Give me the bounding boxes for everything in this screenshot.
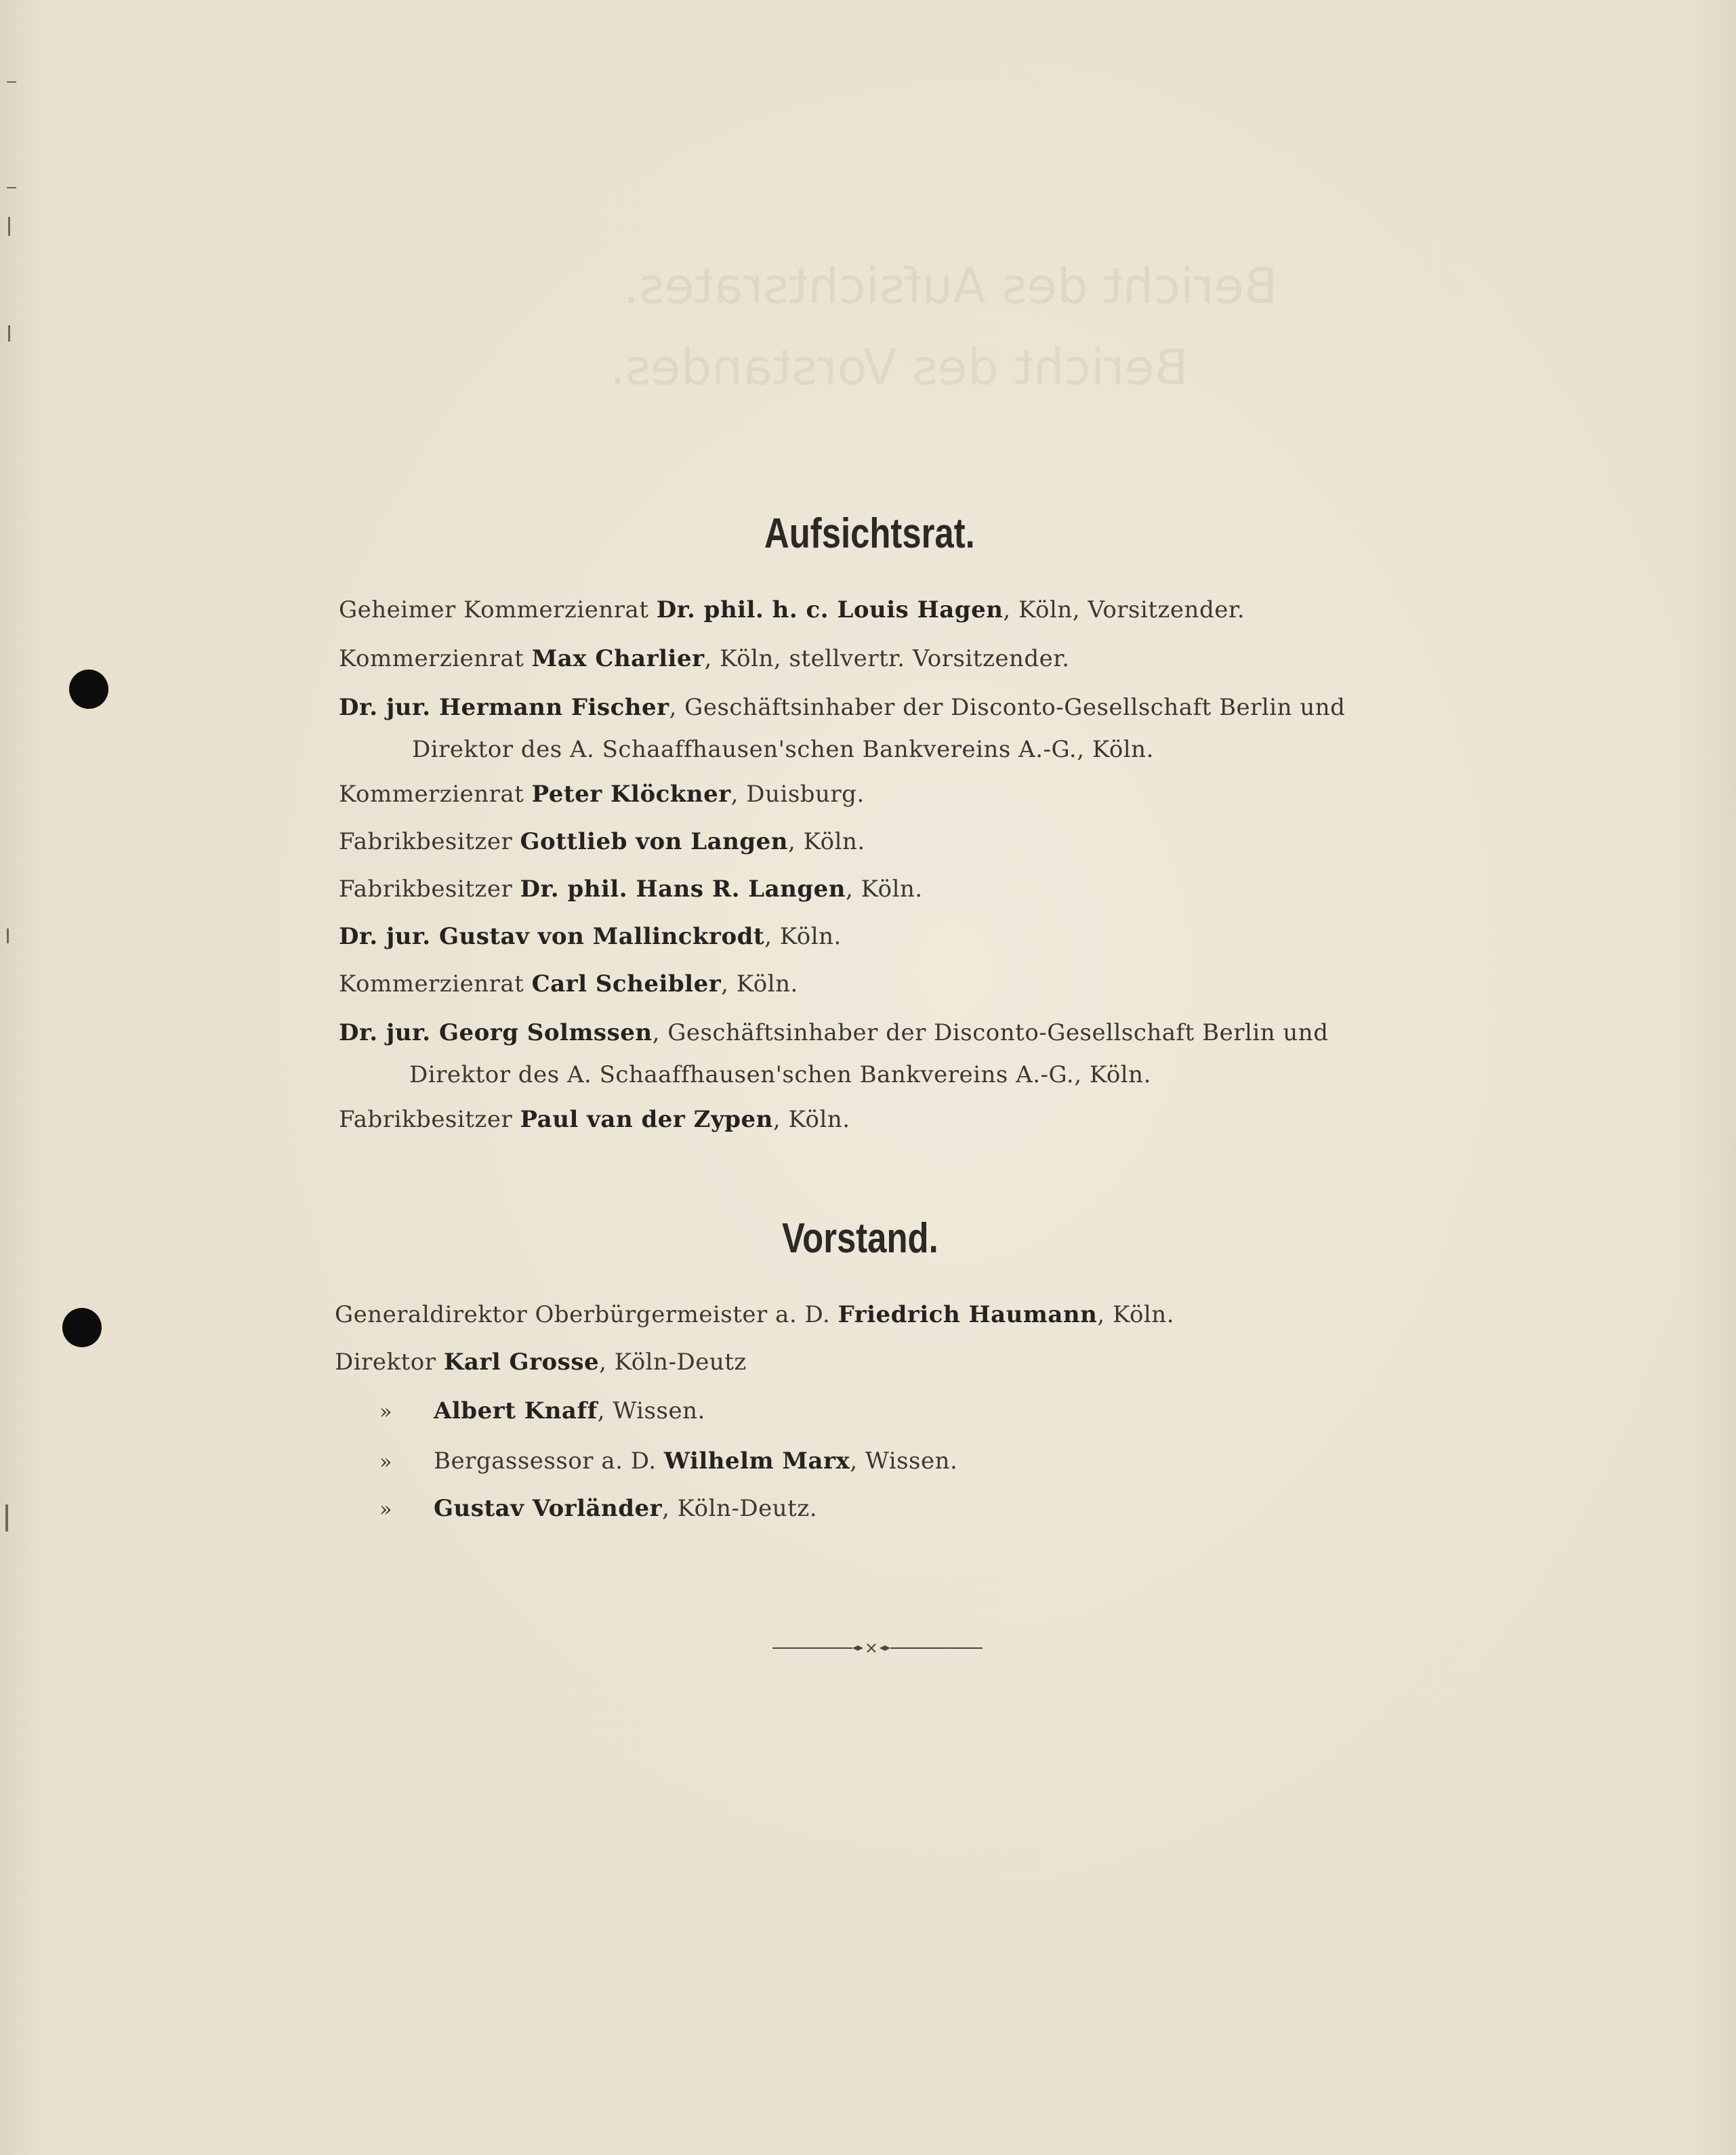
- member-name: Paul van der Zypen: [520, 1106, 773, 1133]
- member-line: Dr. jur. Georg Solmssen, Geschäftsinhaber der Disconto-Gesellschaft Berlin und: [339, 1019, 1329, 1046]
- board-line: » Gustav Vorländer, Köln-Deutz.: [379, 1495, 818, 1522]
- member-name: Max Charlier: [531, 645, 705, 672]
- member-line: Fabrikbesitzer Dr. phil. Hans R. Langen, Köln.: [339, 876, 923, 903]
- member-line: Fabrikbesitzer Gottlieb von Langen, Köln.: [339, 828, 865, 855]
- bleed-through-text: Bericht des Aufsichtsrates.: [623, 258, 1278, 314]
- ditto-mark: »: [379, 1498, 392, 1521]
- punch-hole: [62, 1308, 102, 1347]
- member-name: Carl Scheibler: [531, 970, 722, 998]
- board-line: » Albert Knaff, Wissen.: [379, 1397, 705, 1424]
- board-line: » Bergassessor a. D. Wilhelm Marx, Wissen.: [379, 1448, 958, 1475]
- member-line-continuation: Direktor des A. Schaaffhausen'schen Bankvereins A.-G., Köln.: [409, 1061, 1151, 1088]
- member-line: Kommerzienrat Max Charlier, Köln, stellvertr. Vorsitzender.: [339, 645, 1070, 672]
- board-name: Wilhelm Marx: [663, 1448, 850, 1475]
- edge-mark: [7, 928, 9, 943]
- board-name: Karl Grosse: [443, 1349, 600, 1376]
- member-line: Geheimer Kommerzienrat Dr. phil. h. c. Louis Hagen, Köln, Vorsitzender.: [339, 596, 1245, 623]
- member-line: Dr. jur. Gustav von Mallinckrodt, Köln.: [339, 923, 842, 950]
- board-line: Direktor Karl Grosse, Köln-Deutz: [335, 1349, 747, 1376]
- member-line-continuation: Direktor des A. Schaaffhausen'schen Bankvereins A.-G., Köln.: [412, 736, 1154, 763]
- member-name: Gottlieb von Langen: [520, 828, 788, 855]
- member-name: Peter Klöckner: [531, 781, 731, 808]
- member-name: Dr. jur. Gustav von Mallinckrodt: [339, 923, 765, 950]
- edge-mark: [8, 217, 10, 236]
- member-name: Dr. phil. h. c. Louis Hagen: [656, 596, 1004, 623]
- member-line: Dr. jur. Hermann Fischer, Geschäftsinhaber der Disconto-Gesellschaft Berlin und: [339, 694, 1346, 721]
- section-heading-vorstand: Vorstand.: [782, 1215, 938, 1262]
- ornament-divider: [772, 1641, 983, 1655]
- edge-mark: [5, 1504, 8, 1532]
- member-line: Kommerzienrat Peter Klöckner, Duisburg.: [339, 781, 865, 808]
- board-name: Albert Knaff: [434, 1397, 598, 1424]
- edge-mark: [8, 325, 10, 342]
- board-name: Gustav Vorländer: [434, 1495, 663, 1522]
- edge-mark: [7, 187, 16, 188]
- member-name: Dr. phil. Hans R. Langen: [520, 876, 846, 903]
- member-line: Kommerzienrat Carl Scheibler, Köln.: [339, 970, 798, 998]
- board-name: Friedrich Haumann: [838, 1301, 1098, 1328]
- ditto-mark: »: [379, 1400, 392, 1424]
- edge-mark: [7, 81, 16, 83]
- member-line: Fabrikbesitzer Paul van der Zypen, Köln.: [339, 1106, 850, 1133]
- ditto-mark: »: [379, 1450, 392, 1474]
- punch-hole: [69, 670, 108, 709]
- section-heading-aufsichtsrat: Aufsichtsrat.: [764, 510, 975, 557]
- bleed-through-text: Bericht des Vorstandes.: [610, 339, 1189, 396]
- board-line: Generaldirektor Oberbürgermeister a. D. Friedrich Haumann, Köln.: [335, 1301, 1174, 1328]
- member-name: Dr. jur. Georg Solmssen: [339, 1019, 653, 1046]
- member-name: Dr. jur. Hermann Fischer: [339, 694, 669, 721]
